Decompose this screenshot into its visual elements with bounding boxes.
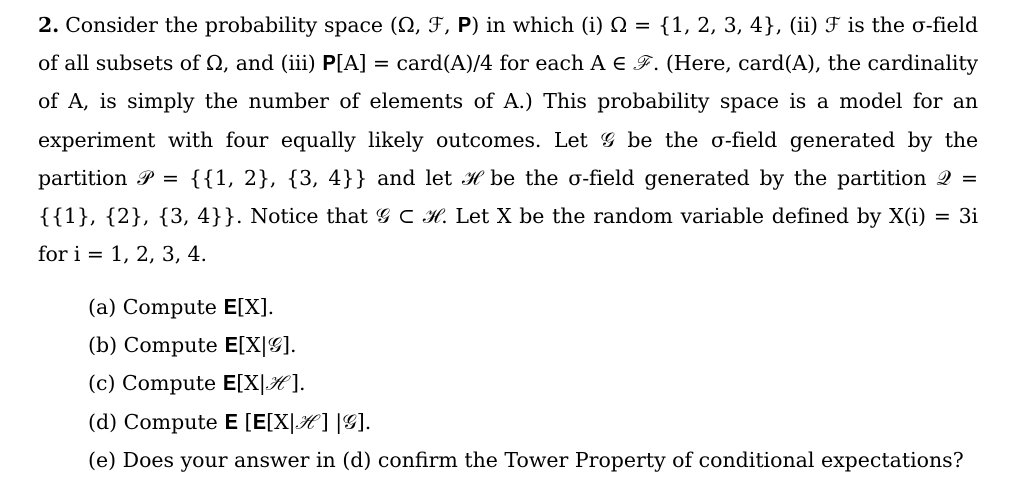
part-e: (e) Does your answer in (d) confirm the Tower Property of conditional expectations? xyxy=(88,447,964,472)
part-b: (b) Compute 𝐄[X|𝒢]. xyxy=(88,333,297,358)
part-d: (d) Compute 𝐄 [𝐄[X|ℋ] |𝒢]. xyxy=(88,409,372,434)
part-c: (c) Compute 𝐄[X|ℋ]. xyxy=(88,371,306,396)
problem-statement: Consider the probability space (Ω, ℱ, 𝐏) in which (i) Ω = {1, 2, 3, 4}, (ii) ℱ is the σ-field of all subsets of Ω, and (iii) 𝐏[A] = card(A)/4 for each A ∈ ℱ. (Here, card(A), the cardinality of A, is simply the number of elements of A.) This probability space is a model for an experiment with four equally likely outcomes. Let 𝒢 be the σ-field generated by the partition 𝒫 = {{1, 2}, {3, 4}} and let ℋ be the σ-field generated by the partition 𝒬 = {{1}, {2}, {3, 4}}. Notice that 𝒢 ⊂ ℋ. Let X be the random variable defined by X(i) = 3i for i = 1, 2, 3, 4. xyxy=(38,13,978,267)
problem-number: 2. xyxy=(38,13,60,37)
part-a: (a) Compute 𝐄[X]. xyxy=(88,295,275,319)
problem-text xyxy=(38,6,978,273)
question-parts-list xyxy=(88,288,988,479)
